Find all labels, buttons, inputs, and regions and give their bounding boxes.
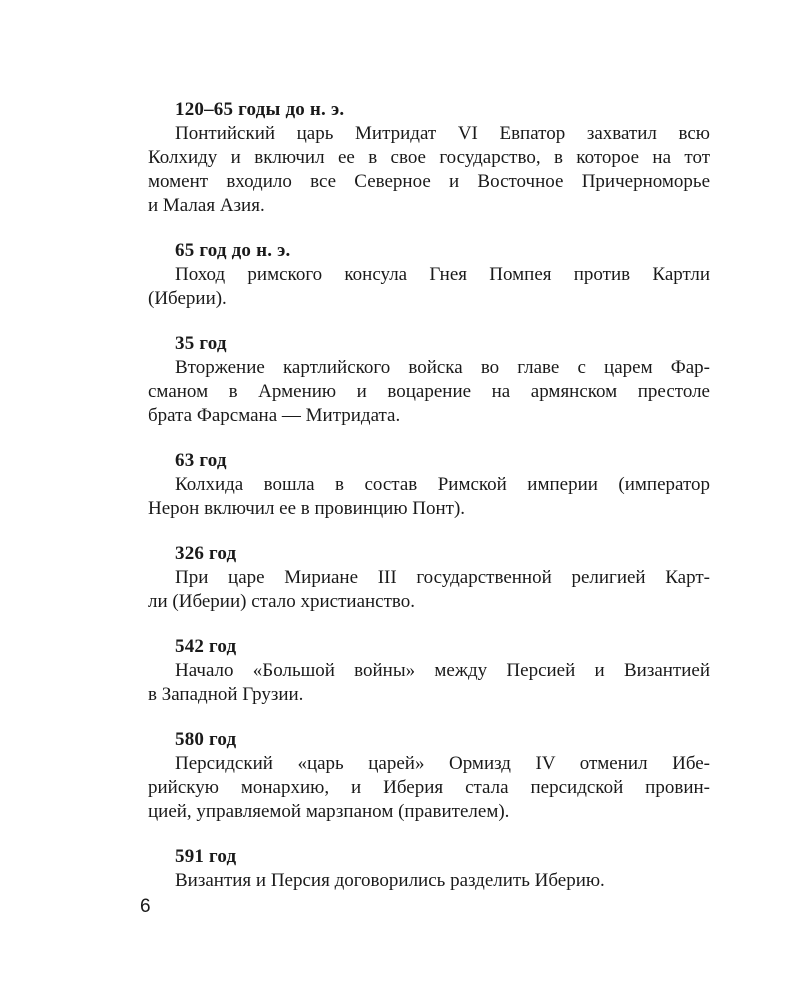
text-line: рийскую монархию, и Иберия стала персидской провин- (148, 777, 710, 798)
chronology-entry (148, 239, 710, 311)
entry-date: 542 год (175, 636, 237, 657)
text-line: момент входило все Северное и Восточное Причерноморье (148, 171, 710, 192)
chronology-column (148, 98, 710, 914)
entry-date: 63 год (175, 450, 227, 471)
text-line: сманом в Армению и воцарение на армянском престоле (148, 381, 710, 402)
entry-text (148, 356, 710, 428)
entry-date: 35 год (175, 333, 227, 354)
entry-date: 580 год (175, 729, 237, 750)
entry-date: 591 год (175, 846, 237, 867)
chronology-entry (148, 449, 710, 521)
text-line: брата Фарсмана — Митридата. (148, 405, 401, 426)
entry-date: 326 год (175, 543, 237, 564)
chronology-entry (148, 98, 710, 218)
entry-text (148, 122, 710, 218)
text-line: (Иберии). (148, 288, 227, 309)
text-line: ли (Иберии) стало христианство. (148, 591, 416, 612)
chronology-entry (148, 728, 710, 824)
entry-text (148, 566, 710, 614)
entry-date: 120–65 годы до н. э. (175, 99, 345, 120)
entry-date: 65 год до н. э. (175, 240, 291, 261)
chronology-entry (148, 332, 710, 428)
text-line: Византия и Персия договорились разделить Иберию. (175, 870, 605, 891)
text-line: Понтийский царь Митридат VI Евпатор захватил всю (175, 123, 710, 144)
text-line: Нерон включил ее в провинцию Понт). (148, 498, 466, 519)
page-number: 6 (140, 896, 151, 917)
entry-text (148, 263, 710, 311)
text-line: цией, управляемой марзпаном (правителем). (148, 801, 510, 822)
text-line: и Малая Азия. (148, 195, 265, 216)
text-line: Колхиду и включил ее в свое государство, в которое на тот (148, 147, 710, 168)
text-line: в Западной Грузии. (148, 684, 304, 705)
entry-text (148, 473, 710, 521)
text-line: Вторжение картлийского войска во главе с царем Фар- (175, 357, 710, 378)
text-line: При царе Мириане III государственной религией Карт- (175, 567, 710, 588)
entry-text (148, 869, 710, 893)
text-line: Начало «Большой войны» между Персией и Византией (175, 660, 710, 681)
chronology-entry (148, 845, 710, 893)
text-line: Персидский «царь царей» Ормизд IV отменил Ибе- (175, 753, 710, 774)
text-line: Колхида вошла в состав Римской империи (император (175, 474, 710, 495)
chronology-entry (148, 635, 710, 707)
text-line: Поход римского консула Гнея Помпея против Картли (175, 264, 710, 285)
chronology-entry (148, 542, 710, 614)
entry-text (148, 752, 710, 824)
entry-text (148, 659, 710, 707)
